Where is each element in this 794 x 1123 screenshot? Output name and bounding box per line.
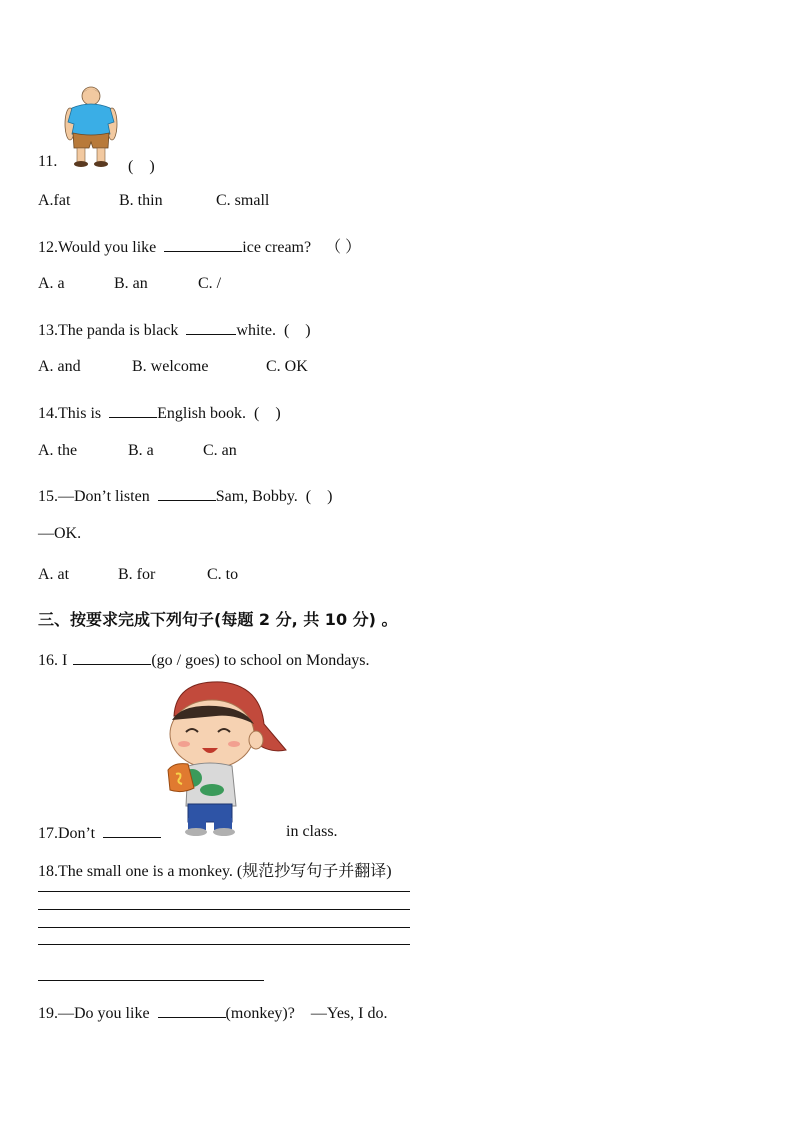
question-16: 16. I (go / goes) to school on Mondays. — [38, 652, 370, 669]
answer-blank[interactable] — [158, 1003, 226, 1018]
answer-paren: （ ） — [325, 239, 362, 256]
answer-paren: ( ) — [305, 488, 333, 505]
option-a: A. the — [38, 442, 78, 459]
answer-blank[interactable] — [103, 823, 161, 838]
question-19: 19.—Do you like (monkey)? —Yes, I do. — [38, 1005, 388, 1022]
question-number: 11. — [38, 153, 58, 170]
option-c: C. OK — [266, 358, 308, 375]
writing-line[interactable] — [38, 891, 410, 892]
answer-paren: ( ) — [283, 322, 311, 339]
writing-line[interactable] — [38, 909, 410, 910]
option-a: A. and — [38, 358, 81, 375]
answer-paren: ( ) — [128, 158, 155, 175]
option-a: A. at — [38, 566, 70, 583]
question-11 — [38, 153, 57, 171]
answer-blank[interactable] — [109, 403, 157, 418]
option-a: A. a — [38, 275, 65, 292]
writing-line[interactable] — [38, 927, 410, 928]
option-a: A.fat — [38, 192, 71, 209]
option-b: B. an — [114, 275, 148, 292]
question-12: 12.Would you like ice cream? （ ） — [38, 239, 362, 256]
option-b: B. thin — [119, 192, 163, 209]
answer-paren: ( ) — [254, 405, 281, 422]
translation-line[interactable] — [38, 980, 264, 981]
option-b: B. for — [118, 566, 156, 583]
section-heading: 三、按要求完成下列句子(每题 2 分, 共 10 分) 。 — [38, 610, 398, 629]
option-c: C. / — [198, 275, 222, 292]
option-b: B. a — [128, 442, 154, 459]
question-17-suffix: in class. — [286, 823, 338, 840]
question-13: 13.The panda is black white. ( ) — [38, 322, 311, 339]
option-c: C. to — [207, 566, 239, 583]
reply-15: —OK. — [38, 525, 82, 542]
answer-blank[interactable] — [73, 650, 151, 665]
answer-blank[interactable] — [158, 486, 216, 501]
reply-19: —Yes, I do. — [310, 1005, 388, 1022]
question-18: 18.The small one is a monkey. (规范抄写句子并翻译) — [38, 863, 392, 880]
boy-eating-snack-illustration — [160, 678, 290, 838]
question-14: 14.This is English book. ( ) — [38, 405, 281, 422]
question-17: 17.Don’t — [38, 823, 161, 843]
answer-blank[interactable] — [186, 320, 236, 335]
option-c: C. small — [216, 192, 270, 209]
option-c: C. an — [203, 442, 237, 459]
option-b: B. welcome — [132, 358, 209, 375]
answer-blank[interactable] — [164, 237, 242, 252]
fat-boy-illustration — [60, 84, 122, 170]
writing-line[interactable] — [38, 944, 410, 945]
question-15: 15.—Don’t listen Sam, Bobby. ( ) — [38, 488, 333, 505]
